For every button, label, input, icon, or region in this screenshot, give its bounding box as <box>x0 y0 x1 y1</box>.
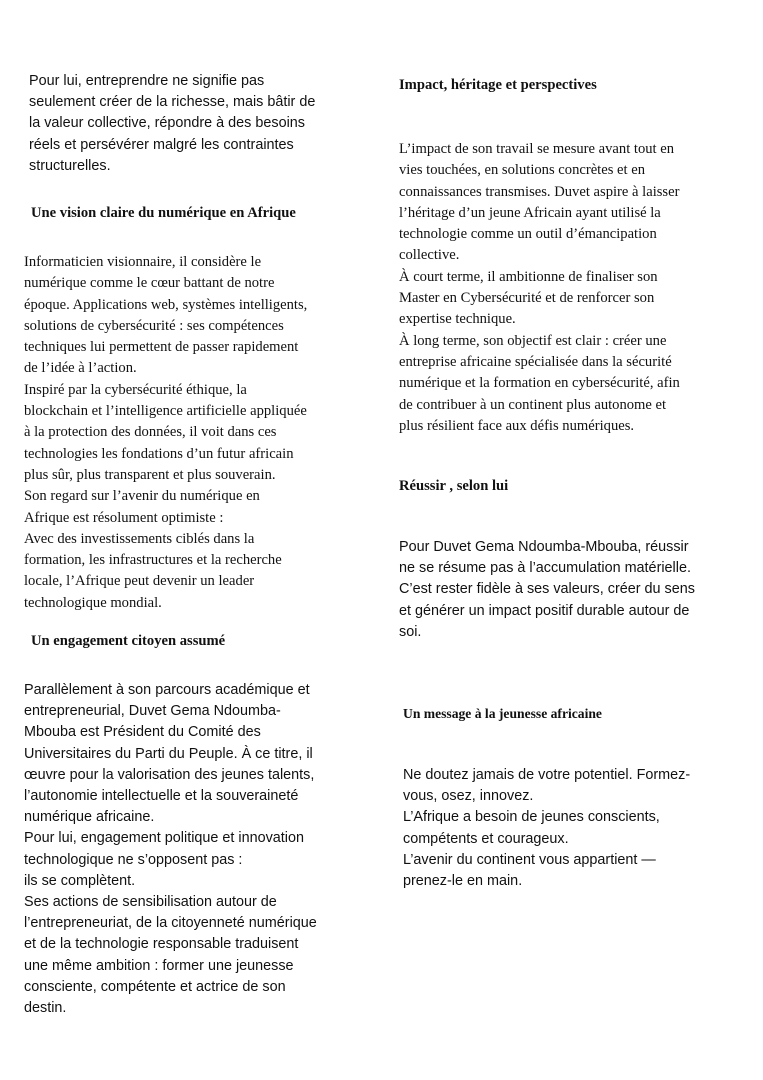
section-title-impact: Impact, héritage et perspectives <box>399 77 597 93</box>
message-paragraph: Ne doutez jamais de votre potentiel. Formez- vous, osez, innovez. L’Afrique a besoin de jeunes conscients, compétents et courageux. L’avenir du continent vous appartient — prenez-le en main. <box>403 767 691 890</box>
vision-paragraph: Informaticien visionnaire, il considère le numérique comme le cœur battant de notre époque. Applications web, systèmes intelligents, solutions de cybersécurité : ses compétences techniques lui permettent de passer rapidement de l’idée à l’action. Inspiré par la cybersécurité éthique, la blockchain et l’intelligence artificielle appliquée à la protection des données, il voit dans ces technologies les fondations d’un futur africain plus sûr, plus transparent et plus souverain. Son regard sur l’avenir du numérique en Afrique est résolument optimiste : Avec des investissements ciblés dans la formation, les infrastructures et la recherche locale, l’Afrique peut devenir un leader technologique mondial. <box>24 254 308 611</box>
impact-paragraph: L’impact de son travail se mesure avant tout en vies touchées, en solutions concrètes et en connaissances transmises. Duvet aspire à laisser l’héritage d’un jeune Africain ayant utilisé la technologie comme un outil d’émancipation collective. À court terme, il ambitionne de finaliser son Master en Cybersécurité et de renforcer son expertise technique. À long terme, son objectif est clair : créer une entreprise africaine spécialisée dans la sécurité numérique et la formation en cybersécurité, afin de contribuer à un continent plus autonome et plus résilient face aux défis numériques. <box>399 141 680 434</box>
section-title-vision: Une vision claire du numérique en Afrique <box>31 205 296 221</box>
section-title-engagement: Un engagement citoyen assumé <box>31 633 226 649</box>
engagement-paragraph: Parallèlement à son parcours académique et entrepreneurial, Duvet Gema Ndoumba- Mbouba est Président du Comité des Universitaires du Parti du Peuple. À ce titre, il œuvre pour la valorisation des jeunes talents, l’autonomie intellectuelle et la souveraineté numérique africaine. Pour lui, engagement politique et innovation technologique ne s’opposent pas : ils se complètent. Ses actions de sensibilisation autour de l’entrepreneuriat, de la citoyenneté numérique et de la technologie responsable traduisent une même ambition : former une jeunesse consciente, compétente et actrice de son destin. <box>24 682 317 1017</box>
intro-paragraph: Pour lui, entreprendre ne signifie pas seulement créer de la richesse, mais bâtir de la valeur collective, répondre à des besoins réels et persévérer malgré les contraintes structurelles. <box>29 73 316 174</box>
reussir-paragraph: Pour Duvet Gema Ndoumba-Mbouba, réussir ne se résume pas à l’accumulation matérielle. C’est rester fidèle à ses valeurs, créer du sens et générer un impact positif durable autour de soi. <box>399 539 695 640</box>
section-title-message: Un message à la jeunesse africaine <box>403 706 602 721</box>
section-title-reussir: Réussir , selon lui <box>399 478 509 494</box>
